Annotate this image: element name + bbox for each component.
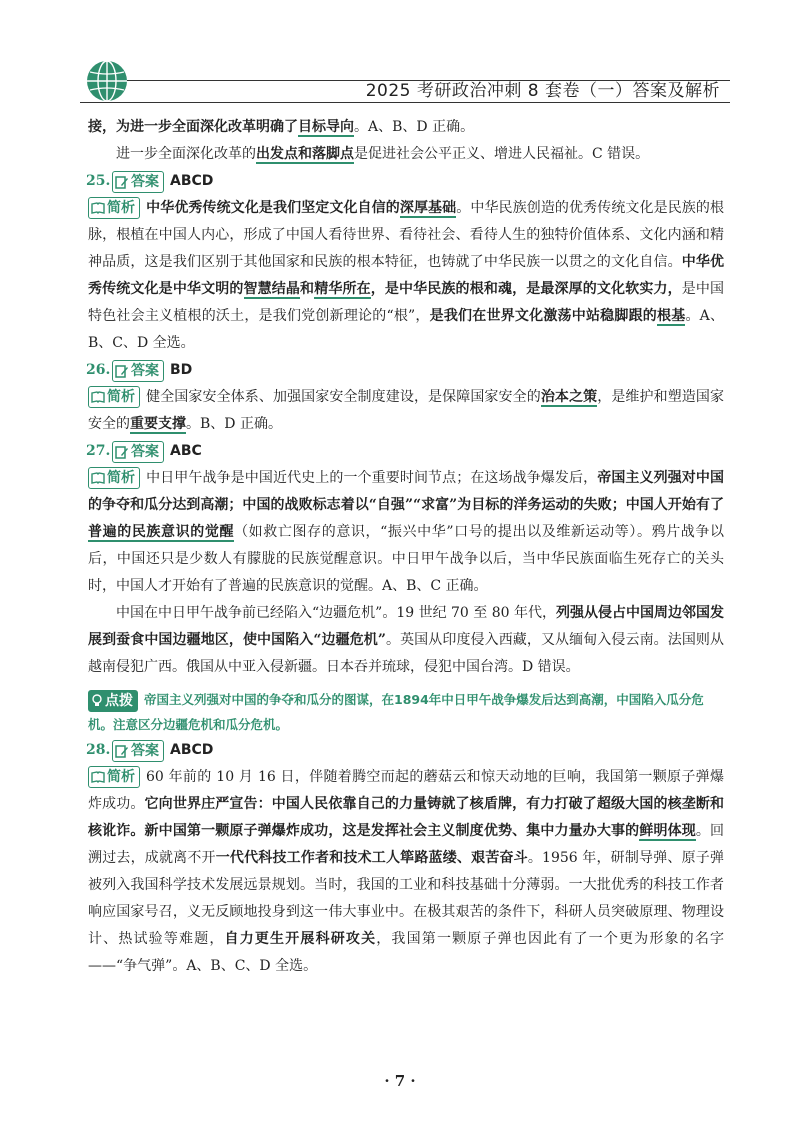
answer-value: ABCD [170, 742, 214, 758]
key-phrase: 治本之策 [540, 389, 598, 405]
text: 。A、B、D 正确。 [354, 119, 475, 135]
answer-tag [112, 441, 164, 463]
text: 60 年前的 10 月 16 日，伴随着腾空而起的蘑菇云和惊天动地的巨响，我国第一颗原子弹爆炸成功。 [88, 769, 724, 812]
text: 。英国从印度侵入西藏，又从缅甸入侵云南。法国则从越南侵犯广西。俄国从中亚入侵新疆。日本吞并琉球，侵犯中国台湾。D 错误。 [88, 632, 724, 675]
analysis-label: 简析 [107, 389, 135, 405]
continuation-paragraph-1 [88, 114, 724, 141]
book-icon [91, 202, 105, 214]
question-number: 26. [86, 362, 111, 378]
text: 帝国主义列强对中国的争夺和瓜分达到高潮；中国的战败标志着以“自强”“求富”为目标的洋务运动的失败；中国人开始有了 [88, 470, 724, 513]
globe-icon [84, 58, 130, 104]
text: 中华优秀传统文化是中华文明的 [88, 254, 725, 297]
analysis-label: 简析 [107, 769, 135, 785]
answer-label: 答案 [131, 443, 159, 460]
answer-value: ABCD [170, 173, 214, 189]
lightbulb-icon [91, 694, 103, 708]
text: 接，为进一步全面深化改革明确了 [88, 119, 298, 135]
question-number: 25. [86, 173, 111, 189]
answer-label: 答案 [131, 173, 159, 190]
text: （如救亡图存的意识，“振兴中华”口号的提出以及维新运动等）。鸦片战争以后，中国还只是少数人有朦胧的民族觉醒意识。中日甲午战争以后，当中华民族面临生死存亡的关头时，中国人才开始有了普遍的民族意识的觉醒。A、B、C 正确。 [88, 524, 725, 594]
text: 自力更生开展科研攻关 [224, 931, 377, 947]
text: 中华优秀传统文化是我们坚定文化自信的 [146, 200, 400, 216]
text: 进一步全面深化改革的 [116, 146, 256, 162]
question-27-answer-row [86, 438, 724, 465]
book-icon [91, 771, 105, 783]
tip-label: 点拨 [105, 692, 133, 709]
page-number: · 7 · [384, 1072, 416, 1090]
text: 是促进社会公平正义、增进人民福祉。C 错误。 [354, 146, 650, 162]
text: 是我们在世界文化激荡中站稳脚跟的 [429, 308, 658, 324]
text: 。回溯过去，成就离不开 [88, 823, 725, 866]
question-number: 27. [86, 443, 111, 459]
text: 列强从侵占中国周边邻国发展到蚕食中国边疆地区，使中国陷入“边疆危机” [88, 605, 725, 648]
text: ，是维护和塑造国家安全的 [88, 389, 724, 432]
question-25-analysis [88, 195, 724, 357]
key-phrase: 根基 [657, 308, 686, 324]
key-phrase: 目标导向 [298, 119, 354, 135]
key-phrase: 普遍的民族意识的觉醒 [88, 524, 235, 540]
answer-label: 答案 [131, 742, 159, 759]
question-26-answer-row [86, 357, 724, 384]
text: 中日甲午战争是中国近代史上的一个重要时间节点；在这场战争爆发后， [146, 470, 598, 486]
analysis-tag [88, 386, 140, 408]
header-rule-bottom [80, 102, 730, 103]
page-header [80, 52, 730, 112]
question-28-analysis [88, 764, 724, 980]
key-phrase: 鲜明体现 [639, 823, 696, 839]
tip-tag [88, 690, 138, 712]
answer-tag [112, 360, 164, 382]
text: ，是中华民族的根和魂，是最深厚的文化软实力， [370, 281, 682, 297]
answer-tag [112, 740, 164, 762]
text: 健全国家安全体系、加强国家安全制度建设，是保障国家安全的 [146, 389, 541, 405]
tip-text: 帝国主义列强对中国的争夺和瓜分的图谋，在1894年中日甲午战争爆发后达到高潮，中国陷入瓜分危机。注意区分边疆危机和瓜分危机。 [88, 692, 704, 732]
question-28-answer-row [86, 737, 724, 764]
question-27-analysis [88, 465, 724, 600]
text: 。B、D 正确。 [186, 416, 282, 432]
answer-value: BD [170, 362, 193, 378]
answer-tag [112, 171, 164, 193]
key-phrase: 重要支撑 [130, 416, 186, 432]
analysis-label: 简析 [107, 470, 135, 486]
text: 是中国特色社会主义植根的沃土，是我们党创新理论的“根”， [88, 281, 725, 324]
header-title: 2025 考研政治冲刺 8 套卷（一）答案及解析 [365, 81, 720, 101]
question-27-tip [88, 687, 724, 737]
text: 和 [300, 281, 315, 297]
text: 它向世界庄严宣告：中国人民依靠自己的力量铸就了核盾牌，有力打破了超级大国的核垄断和核讹诈。新中国第一颗原子弹爆炸成功，这是发挥社会主义制度优势、集中力量办大事的 [88, 796, 724, 839]
key-phrase: 深厚基础 [399, 200, 457, 216]
question-25-answer-row [86, 168, 724, 195]
text: 。中华民族创造的优秀传统文化是民族的根脉，根植在中国人内心，形成了中国人看待世界、看待社会、看待人生的独特价值体系、文化内涵和精神品质，这是我们区别于其他国家和民族的根本特征，也铸就了中华民族一以贯之的文化自信。 [88, 200, 725, 270]
book-icon [91, 391, 105, 403]
question-number: 28. [86, 742, 111, 758]
analysis-tag [88, 766, 140, 788]
question-27-paragraph-2 [88, 600, 724, 681]
analysis-tag [88, 467, 140, 489]
text: 一代代科技工作者和技术工人筚路蓝缕、艰苦奋斗 [215, 850, 528, 866]
answer-content [88, 114, 724, 980]
key-phrase: 出发点和落脚点 [256, 146, 354, 162]
book-icon [91, 472, 105, 484]
question-26-analysis [88, 384, 724, 438]
pencil-note-icon [115, 175, 129, 189]
answer-value: ABC [170, 443, 202, 459]
pencil-note-icon [115, 364, 129, 378]
text: 。A、B、C、D 全选。 [88, 308, 725, 351]
text: 。1956 年，研制导弹、原子弹被列入我国科学技术发展远景规划。当时，我国的工业和科技基础十分薄弱。一大批优秀的科技工作者响应国家号召，义无反顾地投身到这一伟大事业中。在极其艰苦的条件下，科研人员突破原理、物理设计、热试验等难题， [88, 850, 724, 947]
analysis-tag [88, 197, 140, 219]
answer-label: 答案 [131, 362, 159, 379]
pencil-note-icon [115, 445, 129, 459]
analysis-label: 简析 [107, 200, 135, 216]
key-phrase: 精华所在 [314, 281, 371, 297]
text: ，我国第一颗原子弹也因此有了一个更为形象的名字——“争气弹”。A、B、C、D 全选。 [88, 931, 725, 974]
text: 中国在中日甲午战争前已经陷入“边疆危机”。19 世纪 70 至 80 年代， [116, 605, 557, 621]
continuation-paragraph-2 [88, 141, 724, 168]
pencil-note-icon [115, 744, 129, 758]
key-phrase: 智慧结晶 [243, 281, 301, 297]
